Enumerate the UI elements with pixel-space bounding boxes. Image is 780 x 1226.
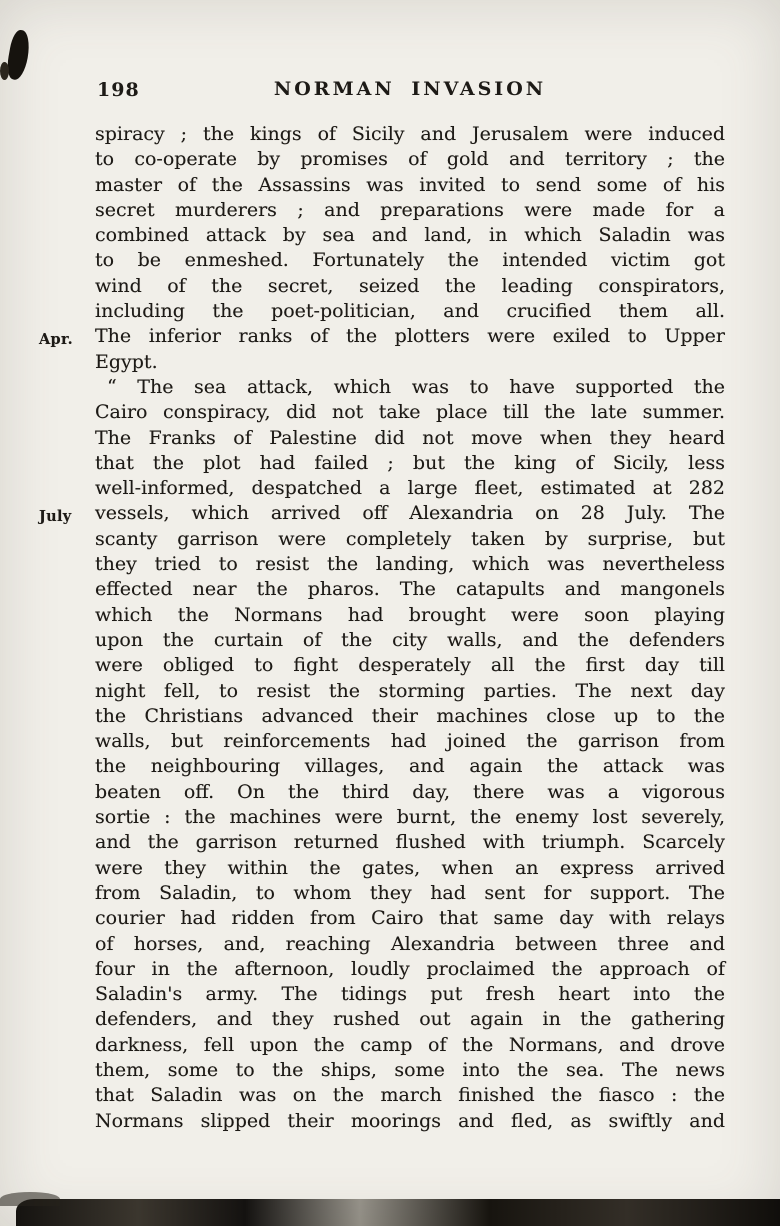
text-line: Cairo conspiracy, did not take place till the late summer. [95,401,725,424]
text-line: Saladin's army. The tidings put fresh heart into the [95,983,725,1006]
text-line: sortie : the machines were burnt, the enemy lost severely, [95,806,725,829]
text-line: which the Normans had brought were soon playing [95,603,725,626]
text-line: Apr. The inferior ranks of the plotters were exiled to Upper [95,324,725,349]
margin-note: July [39,508,72,526]
text-line: from Saladin, to whom they had sent for support. The [95,881,725,904]
text-line: were they within the gates, when an express arrived [95,856,725,879]
text-line: scanty garrison were completely taken by surprise, but [95,527,725,550]
text-line: walls, but reinforcements had joined the garrison from [95,730,725,753]
text-line: The Franks of Palestine did not move when they heard [95,426,725,449]
text-line: combined attack by sea and land, in which Saladin was [95,224,725,247]
text-line: of horses, and, reaching Alexandria between three and [95,932,725,955]
text-line: courier had ridden from Cairo that same day with relays [95,907,725,930]
text-line: secret murderers ; and preparations were made for a [95,198,725,221]
text-line: darkness, fell upon the camp of the Normans, and drove [95,1033,725,1056]
text-line: that Saladin was on the march finished the fiasco : the [95,1084,725,1107]
text-line: upon the curtain of the city walls, and the defenders [95,628,725,651]
scan-smudge-bottom-left [0,1192,60,1206]
text-line: night fell, to resist the storming parties. The next day [95,679,725,702]
text-line: defenders, and they rushed out again in the gathering [95,1008,725,1031]
page-number: 198 [97,79,140,101]
text-block [39,78,725,1134]
text-line: “ The sea attack, which was to have supported the [107,375,725,398]
scan-smudge-left-edge [0,62,9,80]
text-line: July vessels, which arrived off Alexandria on 28 July. The [95,501,725,526]
text-line: the Christians advanced their machines close up to the [95,704,725,727]
text-line: were obliged to fight desperately all the first day till [95,654,725,677]
scan-smudge-bottom [16,1199,780,1226]
running-title: NORMAN INVASION [273,78,547,100]
text-line: spiracy ; the kings of Sicily and Jerusalem were induced [95,123,725,145]
text-line: including the poet-politician, and crucified them all. [95,300,725,323]
margin-note: Apr. [39,331,73,349]
text-line: the neighbouring villages, and again the attack was [95,755,725,778]
text-line: them, some to the ships, some into the sea. The news [95,1058,725,1081]
text-line: Normans slipped their moorings and fled, as swiftly and [95,1109,725,1132]
text-line: wind of the secret, seized the leading conspirators, [95,274,725,297]
text-line: they tried to resist the landing, which was nevertheless [95,553,725,576]
scan-smudge-top-left [5,29,32,82]
text-line: beaten off. On the third day, there was a vigorous [95,780,725,803]
text-line: master of the Assassins was invited to send some of his [95,173,725,196]
text-line: effected near the pharos. The catapults and mangonels [95,578,725,601]
text-line: that the plot had failed ; but the king of Sicily, less [95,451,725,474]
text-line: to be enmeshed. Fortunately the intended victim got [95,249,725,272]
text-line: and the garrison returned flushed with triumph. Scarcely [95,831,725,854]
body-text [39,122,725,1134]
text-line: to co-operate by promises of gold and territory ; the [95,148,725,171]
text-line: well-informed, despatched a large fleet, estimated at 282 [95,477,725,500]
text-line: four in the afternoon, loudly proclaimed the approach of [95,957,725,980]
text-line: Egypt. [95,350,158,373]
page-header [95,78,725,122]
